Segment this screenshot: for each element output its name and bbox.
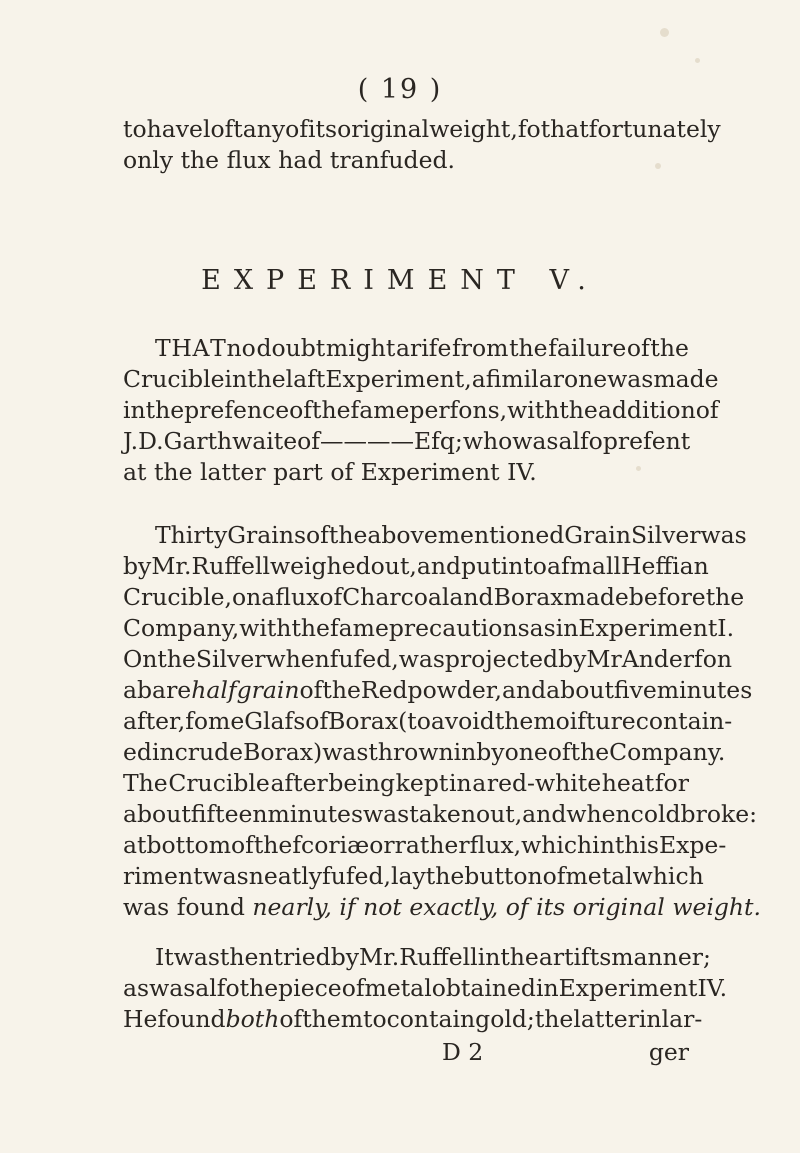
word: arife: [396, 334, 452, 362]
word: flux,: [469, 831, 522, 859]
word: the: [247, 365, 286, 393]
word: latter: [200, 458, 266, 486]
paper-spot: [660, 28, 669, 37]
word: half: [191, 676, 237, 704]
word: of: [626, 334, 650, 362]
section-heading: EXPERIMENT V.: [201, 265, 599, 296]
signature-mark: D 2: [442, 1038, 484, 1066]
word: Heffian: [620, 552, 709, 580]
word: the: [239, 974, 279, 1002]
word: with: [507, 396, 560, 424]
word: found: [157, 1005, 226, 1033]
word: fame: [329, 614, 389, 642]
word: was: [398, 645, 445, 673]
word: the: [157, 645, 196, 673]
word: piece: [278, 974, 342, 1002]
word: fimilar: [485, 365, 564, 393]
word: red-white: [486, 769, 602, 797]
word: fufed,: [329, 645, 399, 673]
word: neatly: [248, 862, 323, 890]
word: crude: [174, 738, 244, 766]
word: the: [705, 583, 745, 611]
word: flux: [275, 583, 320, 611]
word: one: [504, 738, 548, 766]
word: lar-: [661, 1005, 703, 1033]
word: the: [253, 831, 293, 859]
word: moifture: [533, 707, 636, 735]
text-line: [123, 364, 719, 395]
word: who: [462, 427, 513, 455]
text-line: [123, 675, 753, 706]
word: after,: [123, 707, 186, 735]
word: for: [654, 769, 689, 797]
word: fortunately: [588, 115, 721, 143]
word: D.: [138, 427, 164, 455]
word: Grain: [564, 521, 631, 549]
word: in: [555, 614, 579, 642]
word: by: [558, 645, 587, 673]
word: of: [695, 396, 719, 424]
word: of: [542, 862, 566, 890]
word: by: [476, 738, 505, 766]
word: and: [522, 800, 567, 828]
word: T: [155, 334, 171, 362]
word: of: [505, 893, 529, 921]
word: tranfuded.: [329, 146, 456, 174]
word: avoid: [430, 707, 495, 735]
word: when: [566, 800, 631, 828]
word: minutes: [267, 800, 364, 828]
word: button: [464, 862, 543, 890]
word: in: [453, 738, 477, 766]
word: metal: [364, 974, 432, 1002]
word: fo: [517, 115, 541, 143]
word: projected: [444, 645, 559, 673]
text-line: [123, 706, 733, 737]
word: Experiment,: [325, 365, 472, 393]
word: Glafs: [244, 707, 306, 735]
word: perfons,: [409, 396, 508, 424]
word: was: [700, 521, 747, 549]
word: the: [559, 396, 598, 424]
word: Charcoal: [342, 583, 450, 611]
word: lay: [390, 862, 426, 890]
word: precautions: [388, 614, 530, 642]
word: found: [176, 893, 245, 921]
word: IV.: [697, 974, 728, 1002]
word: minutes: [656, 676, 753, 704]
word: fome: [185, 707, 245, 735]
paragraph-1: [123, 333, 719, 488]
word: when: [265, 645, 330, 673]
word: in: [123, 396, 146, 424]
word: original: [572, 893, 665, 921]
word: (to: [398, 707, 431, 735]
word: in: [535, 974, 559, 1002]
word: by: [330, 943, 360, 971]
word: on: [231, 583, 262, 611]
word: of: [547, 738, 571, 766]
word: the: [145, 396, 185, 424]
word: might: [325, 334, 396, 362]
word: T: [210, 334, 226, 362]
word: metal: [565, 862, 633, 890]
word: the: [534, 1005, 574, 1033]
word: original: [337, 115, 430, 143]
word: kept: [395, 769, 449, 797]
word: this: [614, 831, 659, 859]
word: the: [500, 943, 539, 971]
text-line: [123, 799, 758, 830]
word: one: [563, 365, 608, 393]
word: in: [477, 943, 501, 971]
paper-spot: [695, 58, 700, 63]
text-line: [123, 114, 721, 145]
word: failure: [548, 334, 627, 362]
text-line: [123, 551, 709, 582]
word: if: [339, 893, 356, 921]
text-line: [123, 973, 728, 1004]
word: after: [270, 769, 328, 797]
word: out,: [475, 800, 523, 828]
word: latter: [573, 1005, 639, 1033]
word: manner;: [611, 943, 711, 971]
word: Mr.: [151, 552, 192, 580]
text-line: [123, 613, 735, 644]
word: or: [369, 831, 395, 859]
word: the: [650, 334, 689, 362]
word: at: [123, 458, 147, 486]
word: laft: [285, 365, 326, 393]
word: gold: [475, 1005, 527, 1033]
word: Experiment: [578, 614, 718, 642]
word: flux: [226, 146, 271, 174]
text-line: [123, 426, 689, 457]
word: put: [461, 552, 501, 580]
word: Crucible: [168, 769, 270, 797]
word: not: [363, 893, 402, 921]
word: Garthwaite: [163, 427, 298, 455]
text-line: [123, 520, 747, 551]
word: to: [123, 115, 147, 143]
word: was: [607, 365, 654, 393]
word: made: [563, 583, 629, 611]
word: Thirty: [155, 521, 228, 549]
word: the: [328, 521, 368, 549]
word: taken: [409, 800, 476, 828]
word: to: [363, 1005, 387, 1033]
word: alfo: [558, 427, 603, 455]
word: On: [123, 645, 158, 673]
word: made: [653, 365, 719, 393]
word: Company,: [123, 614, 240, 642]
word: broke:: [680, 800, 758, 828]
word: a: [261, 583, 276, 611]
word: weighed: [269, 552, 371, 580]
word: which: [632, 862, 704, 890]
word: cold: [630, 800, 681, 828]
word: of: [299, 676, 323, 704]
word: Mr: [586, 645, 622, 673]
paragraph-3: [123, 942, 728, 1035]
word: was: [202, 862, 249, 890]
word: fcoriæ: [292, 831, 370, 859]
word: Silver: [195, 645, 266, 673]
word: of: [341, 974, 365, 1002]
word: about: [123, 800, 191, 828]
word: bottom: [146, 831, 231, 859]
word: The: [123, 769, 168, 797]
word: grain: [236, 676, 300, 704]
text-line: [123, 830, 727, 861]
word: Borax: [493, 583, 564, 611]
word: was: [123, 893, 170, 921]
word: was: [363, 800, 410, 828]
word: weight.: [672, 893, 761, 921]
word: Mr.: [359, 943, 400, 971]
word: the: [494, 707, 534, 735]
word: fifteen: [190, 800, 268, 828]
word: Company.: [609, 738, 726, 766]
word: I.: [717, 614, 735, 642]
word: and: [501, 676, 547, 704]
word: addition: [597, 396, 696, 424]
word: by: [123, 552, 152, 580]
word: Grains: [227, 521, 307, 549]
word: and: [416, 552, 462, 580]
word: Anderfon: [621, 645, 732, 673]
word: the: [312, 396, 351, 424]
word: the: [509, 334, 548, 362]
word: of: [289, 396, 313, 424]
word: of: [297, 427, 321, 455]
text-line: [123, 1004, 703, 1035]
text-line: [123, 942, 711, 973]
word: as: [529, 614, 556, 642]
word: exactly,: [409, 893, 499, 921]
word: J.: [123, 427, 139, 455]
word: A: [192, 334, 210, 362]
text-line: [123, 737, 726, 768]
word: then: [219, 943, 274, 971]
word: as: [123, 974, 150, 1002]
word: of: [306, 521, 329, 549]
word: rather: [394, 831, 470, 859]
word: only: [123, 146, 174, 174]
text-line: [123, 582, 745, 613]
word: out,: [370, 552, 417, 580]
word: abovementioned: [367, 521, 565, 549]
word: ————: [320, 427, 415, 455]
word: the: [425, 862, 465, 890]
word: the: [153, 458, 193, 486]
text-line: [123, 861, 704, 892]
word: thrown: [368, 738, 454, 766]
word: have: [146, 115, 203, 143]
word: Experiment: [558, 974, 698, 1002]
word: its: [536, 893, 566, 921]
text-line: [123, 333, 689, 364]
word: nearly,: [252, 893, 332, 921]
word: IV.: [507, 458, 537, 486]
word: of: [285, 115, 309, 143]
paragraph-2: [123, 520, 761, 923]
word: had: [278, 146, 323, 174]
word: doubt: [256, 334, 326, 362]
word: weight,: [429, 115, 518, 143]
word: Expe-: [658, 831, 727, 859]
word: of: [230, 831, 254, 859]
word: from: [452, 334, 509, 362]
text-line: [123, 145, 689, 176]
word: the: [180, 146, 220, 174]
word: of: [330, 458, 354, 486]
word: loft: [202, 115, 243, 143]
word: of: [319, 583, 343, 611]
word: with: [239, 614, 292, 642]
word: ed: [123, 738, 152, 766]
word: bare: [137, 676, 192, 704]
word: riment: [123, 862, 203, 890]
word: Experiment: [360, 458, 500, 486]
word: was: [173, 943, 220, 971]
word: artifts: [538, 943, 612, 971]
word: any: [242, 115, 286, 143]
word: Crucible,: [123, 583, 232, 611]
word: Ruffell: [191, 552, 270, 580]
text-line: [123, 892, 761, 923]
word: in: [224, 365, 248, 393]
word: into: [500, 552, 547, 580]
word: fufed,: [322, 862, 391, 890]
word: fame: [350, 396, 410, 424]
word: He: [123, 1005, 158, 1033]
word: being: [328, 769, 396, 797]
word: them: [302, 1005, 363, 1033]
text-line: [123, 395, 719, 426]
word: contain-: [635, 707, 733, 735]
word: Ruffell: [399, 943, 478, 971]
word: a: [123, 676, 138, 704]
paper-spot: [636, 466, 641, 471]
page-footer: [123, 1037, 689, 1068]
word: the: [570, 738, 610, 766]
page-number-header: ( 19 ): [357, 74, 443, 105]
word: in: [592, 831, 615, 859]
word: a: [546, 552, 561, 580]
word: H: [171, 334, 192, 362]
word: a: [471, 365, 486, 393]
word: in: [638, 1005, 662, 1033]
word: its: [308, 115, 338, 143]
word: at: [123, 831, 147, 859]
word: and: [449, 583, 494, 611]
word: that: [540, 115, 589, 143]
word: obtained: [431, 974, 536, 1002]
word: fmall: [560, 552, 621, 580]
word: tried: [273, 943, 331, 971]
word: powder,: [407, 676, 502, 704]
word: the: [291, 614, 330, 642]
word: was: [149, 974, 196, 1002]
text-line: [123, 457, 689, 488]
text-line: [123, 644, 732, 675]
word: five: [613, 676, 657, 704]
word: which: [521, 831, 593, 859]
catchword: ger: [648, 1038, 689, 1066]
word: a: [472, 769, 487, 797]
word: the: [322, 676, 361, 704]
word: was: [322, 738, 369, 766]
word: Borax): [243, 738, 323, 766]
word: ;: [526, 1005, 535, 1033]
word: about: [546, 676, 614, 704]
word: in: [151, 738, 175, 766]
word: no: [226, 334, 256, 362]
word: Efq;: [414, 427, 463, 455]
word: in: [448, 769, 472, 797]
intro-paragraph: [123, 114, 721, 176]
word: Crucible: [123, 365, 225, 393]
word: of: [305, 707, 329, 735]
paper-spot: [655, 163, 661, 169]
word: both: [225, 1005, 280, 1033]
word: prefent: [602, 427, 691, 455]
word: Borax: [328, 707, 399, 735]
word: of: [279, 1005, 303, 1033]
word: contain: [386, 1005, 476, 1033]
word: It: [155, 943, 174, 971]
word: was: [512, 427, 559, 455]
word: part: [273, 458, 323, 486]
word: Silver: [630, 521, 701, 549]
word: alfo: [195, 974, 240, 1002]
word: heat: [601, 769, 655, 797]
word: prefence: [184, 396, 290, 424]
word: before: [628, 583, 706, 611]
text-line: [123, 768, 689, 799]
word: Red: [360, 676, 408, 704]
